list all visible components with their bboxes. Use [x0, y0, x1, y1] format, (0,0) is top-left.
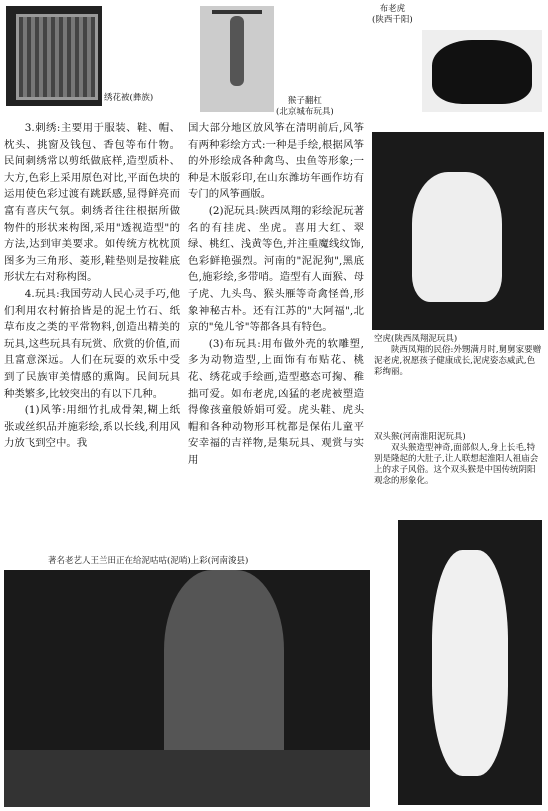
cloth-tiger-title: 布老虎	[379, 4, 406, 14]
toys-paragraph: 4.玩具:我国劳动人民心灵手巧,他们利用农村俯拾皆是的泥土竹石、纸草布皮之类的平常物料,创造出精美的玩具,这些玩具有玩赏、欣赏的价值,而且富意深远。人们在玩耍的欢乐中受到了民族审美情感的熏陶。民间玩具种类繁多,比较突出的有以下几种。	[4, 287, 180, 400]
artist-caption: 著名老艺人王兰田正在给泥咕咕(泥哨)上彩(河南浚县)	[48, 556, 249, 566]
embroidered-quilt-caption: 绣花被(彝族)	[104, 93, 154, 103]
left-column-text	[4, 120, 180, 452]
kongdu-tiger-photo	[372, 132, 544, 330]
cloth-tiger-caption	[372, 4, 413, 26]
twin-monkey-caption	[374, 432, 542, 487]
cloth-toys-paragraph: (3)布玩具:用布做外壳的软雕塑,多为动物造型,上面饰有布贴花、桃花、绣花或手绘画,造型憨态可掬、稚拙可爱。如布老虎,凶猛的老虎被塑造得像孩童般娇娟可爱。虎头鞋、虎头帽和各种动物形耳枕都是保佑儿童平安幸福的吉祥物,是集玩具、观赏与实用	[188, 337, 364, 466]
monkey-climb-title: 猴子翻杠	[287, 96, 322, 106]
cloth-tiger-photo	[422, 30, 542, 112]
artist-photo	[4, 570, 370, 807]
kongdu-caption	[374, 334, 542, 378]
kongdu-title: 空虎(陕西凤翔泥玩具)	[374, 334, 458, 344]
middle-column-text	[188, 120, 364, 468]
monkey-climb-origin: (北京城布玩具)	[276, 107, 334, 117]
monkey-climb-photo	[200, 6, 274, 112]
embroidered-quilt-photo	[6, 6, 102, 106]
twin-monkey-photo	[398, 520, 542, 805]
twin-monkey-title: 双头猴(河南淮阳泥玩具)	[374, 432, 466, 442]
embroidery-paragraph: 3.刺绣:主要用于服装、鞋、帽、枕头、挑窗及钱包、香包等布什物。民间刺绣常以剪纸做底样,造型质朴、大方,色彩上采用原色对比,平面色块的运用使色彩过渡有跳跃感,显得鲜亮而富有喜庆气氛。刺绣者往往根据所做物件的形状来构图,采用"透视造型"的方法,达到审美要求。如传统方枕枕顶图多为三角形、菱形,鞋垫则是按鞋底形状左右对称构图。	[4, 122, 180, 284]
kite-continued-paragraph: 国大部分地区放风筝在清明前后,风筝有两种彩绘方式:一种是手绘,根据风筝的外形绘成各种禽鸟、虫鱼等形象;一种是木版彩印,在山东潍坊年画作坊有专门的风筝画版。	[188, 122, 364, 201]
cloth-tiger-origin: (陕西千阳)	[372, 15, 413, 25]
kongdu-description: 陕西凤翔的民俗:外甥满月时,舅舅家要赠泥老虎,祝愿孩子健康成长,泥虎姿态威武,色彩绚丽。	[374, 345, 542, 377]
monkey-climb-caption	[276, 96, 334, 118]
kite-paragraph: (1)风筝:用细竹扎成骨架,糊上纸张或丝织品并施彩绘,系以长线,利用风力放飞到空中。我	[4, 404, 180, 450]
clay-toys-paragraph: (2)泥玩具:陕西凤翔的彩绘泥玩著名的有挂虎、坐虎。喜用大红、翠绿、桃红、浅黄等色,并注重魔线纹饰,色彩鲜艳强烈。河南的"泥泥狗",黑底色,施彩绘,多带哨。造型有人面猴、母子虎、九头鸟、猴头雁等奇禽怪兽,形象神秘古朴。还有江苏的"大阿福",北京的"兔儿爷"等都各具有特色。	[188, 204, 364, 334]
twin-monkey-description: 双头猴造型神奇,面部似人,身上长毛,特别是隆起的大肚子,让人联想起淮阳人祖庙会上的求子风俗。这个双头猴是中国传统阴阳观念的形象化。	[374, 443, 539, 486]
